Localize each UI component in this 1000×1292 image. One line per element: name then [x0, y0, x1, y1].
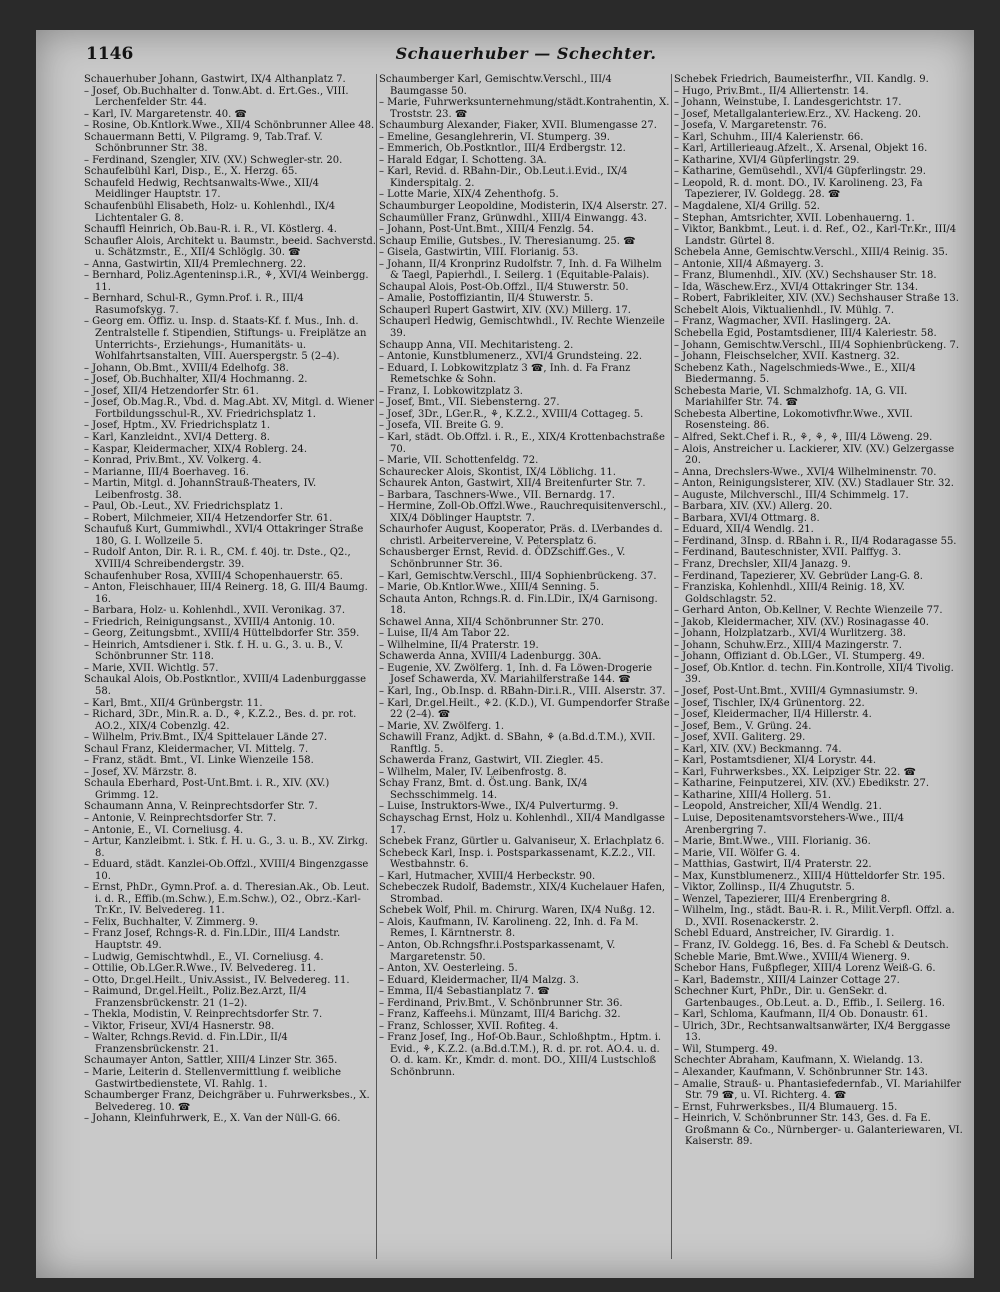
directory-entry: – Emeline, Gesanglehrerin, VI. Stumperg. 39. — [379, 131, 610, 143]
directory-entry: – Josef, Hptm., XV. Friedrichsplatz 1. — [84, 420, 271, 432]
directory-entry: – Martin, Mitgl. d. JohannStrauß-Theaters, IV. Leibenfrostg. 38. — [84, 478, 317, 501]
directory-entry: – Emma, II/4 Sebastianplatz 7. ☎ — [379, 986, 550, 998]
directory-entry: – Harald Edgar, I. Schotteng. 3A. — [379, 154, 547, 166]
directory-entry: – Alois, Anstreicher u. Lackierer, XIV. (XV.) Gelzergasse 20. — [674, 443, 955, 467]
directory-entry: Schauermann Betti, V. Pilgramg. 9, Tab.Traf. V. Schönbrunner Str. 38. — [84, 131, 323, 155]
directory-entry: Schay Franz, Bmt. d. Öst.ung. Bank, IX/4 Sechsschimmelg. 14. — [379, 778, 588, 801]
directory-entry: – Emmerich, Ob.Postkntlor., III/4 Erdbergstr. 12. — [379, 143, 626, 155]
directory-entry: Schawerda Anna, XVIII/4 Ladenburgg. 30A. — [379, 651, 602, 663]
directory-entry: Schaumburg Alexander, Fiaker, XVII. Blumengasse 27. — [379, 120, 657, 132]
directory-entry: – Artur, Kanzleibmt. i. Stk. f. H. u. G., 3. u. B., XV. Zirkg. 8. — [84, 836, 368, 859]
directory-entry: – Felix, Buchhalter, V. Zimmerg. 9. — [84, 916, 259, 928]
directory-entry: – Johann, Fleischselcher, XVII. Kastnerg. 32. — [674, 351, 900, 363]
directory-entry: – Marie, Leiterin d. Stellenvermittlung f. weibliche Gastwirtbedienstete, VI. Rahlg. 1. — [84, 1067, 342, 1090]
directory-entry: Schaumberger Franz, Deichgräber u. Fuhrwerksbes., X. Belvedereg. 10. ☎ — [84, 1090, 370, 1113]
directory-entry: – Karl, Fuhrwerksbes., XX. Leipziger Str. 22. ☎ — [674, 766, 916, 778]
directory-entry: – Johann, Weinstube, I. Landesgerichtstr. 17. — [674, 97, 902, 109]
directory-entry: – Johann, Gemischtw.Verschl., III/4 Sophienbrückeng. 7. — [674, 339, 960, 351]
directory-entry: – Josef, Ob.Kntlor. d. techn. Fin.Kontrolle, XII/4 Tivolig. 39. — [674, 662, 954, 686]
column-rule — [671, 74, 672, 1259]
directory-entry: – Wilhelm, Ing., städt. Bau-R. i. R., Milit.Verpfl. Offzl. a. D., XVII. Rosenackerstr. 2. — [674, 905, 955, 928]
directory-entry: Schaula Eberhard, Post-Unt.Bmt. i. R., XIV. (XV.) Grimmg. 12. — [84, 778, 330, 801]
directory-entry: – Ludwig, Gemischtwhdl., E., VI. Corneliusg. 4. — [84, 951, 324, 963]
directory-entry: Schechner Kurt, PhDr., Dir. u. GenSekr. d. Gartenbauges., Ob.Leut. a. D., Effib., I. Seilerg. 16. — [674, 986, 945, 1009]
directory-entry: – Karl, XIV. (XV.) Beckmanng. 74. — [674, 743, 842, 755]
directory-entry: – Josef, 3Dr., LGer.R., ⚘, K.Z.2., XVIII/4 Cottageg. 5. — [379, 408, 644, 420]
column-3 — [674, 74, 966, 1148]
directory-entry: Schebeck Karl, Insp. i. Postsparkassenamt, K.Z.2., VII. Westbahnstr. 6. — [379, 847, 656, 871]
directory-entry: – Josef, Post-Unt.Bmt., XVIII/4 Gymnasiumstr. 9. — [674, 685, 918, 697]
directory-entry: – Karl, Bademstr., XIII/4 Lainzer Cottage 27. — [674, 974, 900, 986]
directory-entry: Schaupal Alois, Post-Ob.Offzl., II/4 Stuwerstr. 50. — [379, 281, 629, 293]
directory-entry: – Josef, Ob.Mag.R., Vbd. d. Mag.Abt. XV, Mitgl. d. Wiener Fortbildungsschul-R., XV. Friedrichsplatz 1. — [84, 397, 374, 420]
directory-entry: Schebor Hans, Fußpfleger, XIII/4 Lorenz Weiß-G. 6. — [674, 963, 936, 975]
directory-entry: – Franz, Wagmacher, XVII. Haslingerg. 2A. — [674, 316, 892, 328]
directory-entry: Schebela Anne, Gemischtw.Verschl., XIII/4 Reinig. 35. — [674, 247, 948, 259]
directory-entry: Schayschag Ernst, Holz u. Kohlenhdl., XII/4 Mandlgasse 17. — [379, 813, 665, 836]
directory-entry: – Barbara, Holz- u. Kohlenhdl., XVII. Veronikag. 37. — [84, 605, 346, 617]
directory-entry: – Anna, Drechslers-Wwe., XVI/4 Wilhelminenstr. 70. — [674, 466, 937, 478]
directory-entry: – Josefa, V. Margaretenstr. 76. — [674, 120, 827, 132]
directory-entry: – Alexander, Kaufmann, V. Schönbrunner Str. 143. — [674, 1067, 928, 1079]
directory-entry: – Johann, II/4 Kronprinz Rudolfstr. 7, Inh. d. Fa Wilhelm & Taegl, Papierhdl., I. Seilerg. 1 (Equitable-Palais). — [379, 258, 662, 282]
directory-entry: – Johann, Schuhw.Erz., XIII/4 Mazingerstr. 7. — [674, 639, 902, 651]
directory-entry: – Josef, Ob.Buchhalter d. Tonw.Abt. d. Ert.Ges., VIII. Lerchenfelder Str. 44. — [84, 85, 349, 109]
directory-entry: Schaurek Anton, Gastwirt, XII/4 Breitenfurter Str. 7. — [379, 478, 646, 490]
directory-entry: – Marie, VII. Wölfer G. 4. — [674, 847, 801, 859]
directory-entry: – Karl, Dr.gel.Heilt., ⚘2. (K.D.), VI. Gumpendorfer Straße 22 (2–4). ☎ — [379, 697, 670, 721]
directory-entry: – Leopold, R. d. mont. DO., IV. Karolineng. 23, Fa Tapezierer, IV. Goldegg. 28. ☎ — [674, 177, 923, 201]
directory-entry: Schaufenhuber Rosa, XVIII/4 Schopenhauerstr. 65. — [84, 570, 343, 582]
directory-entry: – Jakob, Kleidermacher, XIV. (XV.) Rosinagasse 40. — [674, 616, 929, 628]
directory-entry: Schaufler Alois, Architekt u. Baumstr., beeid. Sachverstd. u. Schätzmstr., E., XII/4 Schlöglg. 30. ☎ — [84, 235, 376, 259]
directory-entry: Schawel Anna, XII/4 Schönbrunner Str. 270. — [379, 616, 604, 628]
directory-entry: – Kaspar, Kleidermacher, XIX/4 Roblerg. 24. — [84, 443, 308, 455]
directory-entry: – Georg, Zeitungsbmt., XVIII/4 Hüttelbdorfer Str. 359. — [84, 628, 360, 640]
directory-entry: – Josef, Metallgalanteriew.Erz., XV. Hackeng. 20. — [674, 108, 922, 120]
directory-entry: Schauperl Hedwig, Gemischtwhdl., IV. Rechte Wienzeile 39. — [379, 316, 665, 340]
directory-entry: – Viktor, Bankbmt., Leut. i. d. Ref., O2., Karl-Tr.Kr., III/4 Landstr. Gürtel 8. — [674, 224, 957, 247]
directory-entry: – Robert, Milchmeier, XII/4 Hetzendorfer Str. 61. — [84, 512, 333, 524]
directory-entry: – Josefa, VII. Breite G. 9. — [379, 420, 504, 432]
directory-entry: Schaufelbühl Karl, Disp., E., X. Herzg. 65. — [84, 166, 298, 178]
directory-entry: Schebek Franz, Gürtler u. Galvaniseur, X. Erlachplatz 6. — [379, 836, 665, 848]
directory-entry: – Karl, Bmt., XII/4 Grünbergstr. 11. — [84, 697, 263, 709]
directory-entry: – Magdalene, XI/4 Grillg. 52. — [674, 201, 820, 213]
directory-entry: – Viktor, Friseur, XVI/4 Hasnerstr. 98. — [84, 1020, 275, 1032]
directory-entry: – Anna, Gastwirtin, XII/4 Premlechnerg. 22. — [84, 258, 307, 270]
directory-entry: Schaup Emilie, Gutsbes., IV. Theresianumg. 25. ☎ — [379, 235, 636, 247]
directory-entry: – Karl, Schuhm., III/4 Kalerienstr. 66. — [674, 131, 864, 143]
directory-entry: – Luise, Depositenamtsvorstehers-Wwe., III/4 Arenbergring 7. — [674, 813, 905, 836]
directory-entry: – Karl, Kanzleidnt., XVI/4 Detterg. 8. — [84, 431, 270, 443]
directory-entry: Schaumberger Karl, Gemischtw.Verschl., III/4 Baumgasse 50. — [379, 74, 612, 97]
directory-entry: – Josef, Tischler, IX/4 Grünentorg. 22. — [674, 697, 865, 709]
directory-entry: – Wilhelm, Priv.Bmt., IX/4 Spittelauer Lände 27. — [84, 732, 328, 744]
directory-entry: – Eduard, I. Lobkowitzplatz 3 ☎, Inh. d. Fa Franz Remetschke & Sohn. — [379, 362, 631, 386]
directory-entry: Schaumann Anna, V. Reinprechtsdorfer Str. 7. — [84, 801, 318, 813]
directory-entry: – Ferdinand, Tapezierer, XV. Gebrüder Lang-G. 8. — [674, 570, 923, 582]
directory-entry: – Auguste, Milchverschl., III/4 Schimmelg. 17. — [674, 489, 909, 501]
directory-entry: – Eduard, XII/4 Wendlg. 21. — [674, 524, 814, 536]
directory-entry: – Josef, Kleidermacher, II/4 Hillerstr. 4. — [674, 709, 872, 721]
directory-entry: – Johann, Kleinfuhrwerk, E., X. Van der Nüll-G. 66. — [84, 1113, 341, 1125]
directory-entry: – Luise, Instruktors-Wwe., IX/4 Pulverturmg. 9. — [379, 801, 619, 813]
directory-entry: – Heinrich, V. Schönbrunner Str. 143, Ges. d. Fa E. Großmann & Co., Nürnberger- u. Galanteriewaren, VI. Kaiserstr. 89. — [674, 1113, 963, 1148]
directory-entry: – Antonie, E., VI. Corneliusg. 4. — [84, 824, 244, 836]
directory-entry: Schaul Franz, Kleidermacher, VI. Mittelg. 7. — [84, 743, 309, 755]
directory-entry: – Ferdinand, Bauteschnister, XVII. Palffyg. 3. — [674, 547, 902, 559]
directory-entry: – Luise, II/4 Am Tabor 22. — [379, 628, 510, 640]
directory-entry: – Wenzel, Tapezierer, III/4 Erenbergring 8. — [674, 893, 891, 905]
directory-entry: – Josef, XVII. Galiterg. 29. — [674, 732, 806, 744]
directory-entry: Scheble Marie, Bmt.Wwe., XVIII/4 Wienerg. 9. — [674, 951, 911, 963]
directory-entry: – Gerhard Anton, Ob.Kellner, V. Rechte Wienzeile 77. — [674, 605, 943, 617]
page-number: 1146 — [86, 44, 134, 64]
directory-entry: – Walter, Rchngs.Revid. d. Fin.LDir., II/4 Franzensbrückenstr. 21. — [84, 1032, 288, 1055]
directory-entry: – Karl, Postamtsdiener, XI/4 Lorystr. 44. — [674, 755, 877, 767]
directory-entry: – Eduard, Kleidermacher, II/4 Malzg. 3. — [379, 974, 579, 986]
directory-entry: – Barbara, XVI/4 Ottmarg. 8. — [674, 512, 820, 524]
directory-entry: Schaumüller Franz, Grünwdhl., XIII/4 Einwangg. 43. — [379, 212, 647, 224]
directory-entry: – Friedrich, Reinigungsanst., XVIII/4 Antonig. 10. — [84, 616, 336, 628]
directory-entry: – Anton, Fleischhauer, III/4 Reinerg. 18, G. III/4 Baumg. 16. — [84, 582, 368, 605]
directory-entry: – Johann, Post-Unt.Bmt., XIII/4 Fenzlg. 54. — [379, 224, 594, 236]
directory-entry: – Josef, Bmt., VII. Siebensterng. 27. — [379, 397, 560, 409]
directory-entry: – Antonie, Kunstblumenerz., XVI/4 Grundsteing. 22. — [379, 351, 643, 363]
directory-entry: Schaufenbühl Elisabeth, Holz- u. Kohlenhdl., IX/4 Lichtentaler G. 8. — [84, 201, 336, 224]
directory-entry: – Johann, Offiziant d. Ob.LGer., VI. Stumperg. 49. — [674, 651, 925, 663]
running-head: Schauerhuber — Schechter. — [395, 44, 657, 63]
directory-entry: Schebek Friedrich, Baumeisterfhr., VII. Kandlg. 9. — [674, 74, 929, 85]
directory-entry: – Wil, Stumperg. 49. — [674, 1043, 778, 1055]
directory-entry: Schebl Eduard, Anstreicher, IV. Girardig. 1. — [674, 928, 895, 940]
directory-entry: – Otto, Dr.gel.Heilt., Univ.Assist., IV. Belvedereg. 11. — [84, 974, 350, 986]
directory-entry: – Viktor, Zollinsp., II/4 Zhugutstr. 5. — [674, 882, 855, 894]
directory-entry: Schaumayer Anton, Sattler, XIII/4 Linzer Str. 365. — [84, 1055, 338, 1067]
directory-entry: – Anton, Ob.Rchngsfhr.i.Postsparkassenamt, V. Margaretenstr. 50. — [379, 940, 616, 963]
directory-entry: – Franz Josef, Ing., Hof-Ob.Baur., Schloßhptm., Hptm. i. Evid., ⚘, K.Z.2. (a.Bd.d.T.M.), R. d. pr. rot. AO.4. u. d. O. d. kam. Kr., Kmdr. d. mont. DO., XIII/4 Lustschloß Schönbrunn. — [379, 1032, 662, 1079]
directory-entry: – Marie, XVII. Wichtlg. 57. — [84, 662, 219, 674]
directory-entry: Schaufeld Hedwig, Rechtsanwalts-Wwe., XII/4 Meidlinger Hauptstr. 17. — [84, 177, 320, 201]
directory-entry: – Hermine, Zoll-Ob.Offzl.Wwe., Rauchrequisitenverschl., XIX/4 Döblinger Hauptstr. 7. — [379, 501, 667, 524]
directory-entry: – Franz Josef, Rchngs-R. d. Fin.LDir., III/4 Landstr. Hauptstr. 49. — [84, 928, 341, 952]
directory-entry: – Raimund, Dr.gel.Heilt., Poliz.Bez.Arzt, II/4 Franzensbrückenstr. 21 (1–2). — [84, 986, 307, 1009]
directory-entry: – Lotte Marie, XIX/4 Zehenthofg. 5. — [379, 189, 559, 201]
directory-entry: – Leopold, Anstreicher, XII/4 Wendlg. 21. — [674, 801, 882, 813]
directory-entry: – Amalie, Postoffiziantin, II/4 Stuwerstr. 5. — [379, 293, 594, 305]
directory-entry: – Marie, Bmt.Wwe., VIII. Florianig. 36. — [674, 836, 871, 848]
directory-entry: Schawill Franz, Adjkt. d. SBahn, ⚘ (a.Bd.d.T.M.), XVII. Ranftlg. 5. — [379, 732, 656, 755]
directory-entry: – Matthias, Gastwirt, II/4 Praterstr. 22. — [674, 859, 872, 871]
directory-entry: – Marie, XV. Zwölferg. 1. — [379, 720, 505, 732]
directory-entry: – Josef, XV. Märzstr. 8. — [84, 766, 197, 778]
directory-entry: – Johann, Ob.Bmt., XVIII/4 Edelhofg. 38. — [84, 362, 289, 374]
directory-entry: – Konrad, Priv.Bmt., XV. Volkerg. 4. — [84, 455, 262, 467]
directory-entry: – Rudolf Anton, Dir. R. i. R., CM. f. 40j. tr. Dste., Q2., XVIII/4 Schreibendergstr. 39. — [84, 547, 351, 570]
directory-entry: Schebenz Kath., Nagelschmieds-Wwe., E., XII/4 Biedermanng. 5. — [674, 362, 916, 386]
directory-entry: – Paul, Ob.-Leut., XV. Friedrichsplatz 1. — [84, 501, 284, 513]
directory-entry: – Karl, Revid. d. RBahn-Dir., Ob.Leut.i.Evid., IX/4 Kinderspitalg. 2. — [379, 166, 628, 189]
directory-entry: – Hugo, Priv.Bmt., II/4 Alliertenstr. 14. — [674, 85, 869, 97]
directory-entry: Schauperl Rupert Gastwirt, XIV. (XV.) Millerg. 17. — [379, 304, 631, 316]
directory-entry: – Karl, Hutmacher, XVIII/4 Herbeckstr. 90. — [379, 870, 596, 882]
directory-entry: Schebella Egid, Postamtsdiener, III/4 Kaleriestr. 58. — [674, 328, 937, 340]
directory-entry: – Marie, Ob.Kntlor.Wwe., XIII/4 Senning. 5. — [379, 582, 600, 594]
directory-entry: Schaukal Alois, Ob.Postkntlor., XVIII/4 Ladenburggasse 58. — [84, 674, 367, 697]
directory-entry: – Franz, Kaffeehs.i. Münzamt, III/4 Barichg. 32. — [379, 1009, 621, 1021]
directory-entry: – Karl, Artillerieaug.Afzelt., X. Arsenal, Objekt 16. — [674, 143, 928, 155]
directory-entry: – Katharine, Feinputzerei, XIV. (XV.) Ebedikstr. 27. — [674, 778, 929, 790]
directory-entry: – Alois, Kaufmann, IV. Karolineng. 22, Inh. d. Fa M. Remes, I. Kärntnerstr. 8. — [379, 916, 639, 940]
directory-entry: – Gisela, Gastwirtin, VIII. Florianig. 53. — [379, 247, 579, 259]
directory-page — [36, 30, 974, 1278]
directory-entry: – Karl, Ing., Ob.Insp. d. RBahn-Dir.i.R., VIII. Alserstr. 37. — [379, 685, 666, 697]
directory-entry: – Johann, Holzplatzarb., XVI/4 Wurlitzerg. 38. — [674, 628, 906, 640]
column-2 — [379, 74, 671, 1079]
directory-entry: – Ottilie, Ob.LGer.R.Wwe., IV. Belvedereg. 11. — [84, 963, 316, 975]
directory-entry: – Franziska, Kohlenhdl., XIII/4 Reinig. 18, XV. Goldschlagstr. 52. — [674, 582, 905, 605]
directory-entry: – Josef, Bem., V. Grüng. 24. — [674, 720, 812, 732]
directory-entry: – Rosine, Ob.Kntlork.Wwe., XII/4 Schönbrunner Allee 48. — [84, 120, 375, 132]
directory-entry: Schaufuß Kurt, Gummiwhdl., XVI/4 Ottakringer Straße 180, G. I. Wollzeile 5. — [84, 524, 364, 547]
directory-entry: – Katharine, XVI/4 Güpferlingstr. 29. — [674, 154, 860, 166]
directory-entry: – Stephan, Amtsrichter, XVII. Lobenhauerng. 1. — [674, 212, 915, 224]
directory-entry: – Franz, Blumenhdl., XIV. (XV.) Sechshauser Str. 18. — [674, 270, 937, 282]
directory-entry: – Ferdinand, Priv.Bmt., V. Schönbrunner Str. 36. — [379, 997, 623, 1009]
directory-entry: Schawerda Franz, Gastwirt, VII. Ziegler. 45. — [379, 755, 604, 767]
directory-entry: – Katharine, Gemüsehdl., XVI/4 Güpferlingstr. 29. — [674, 166, 926, 178]
directory-entry: – Franz, Drechsler, XII/4 Janazg. 9. — [674, 558, 851, 570]
directory-entry: – Bernhard, Schul-R., Gymn.Prof. i. R., III/4 Rasumofskyg. 7. — [84, 293, 304, 316]
directory-entry: Schaupp Anna, VII. Mechitaristeng. 2. — [379, 339, 574, 351]
directory-entry: – Ernst, Fuhrwerksbes., II/4 Blumauerg. 15. — [674, 1101, 898, 1113]
directory-entry: – Wilhelmine, II/4 Praterstr. 19. — [379, 639, 539, 651]
directory-entry: Schausberger Ernst, Revid. d. ÖDZschiff.Ges., V. Schönbrunner Str. 36. — [379, 547, 626, 570]
directory-entry: – Franz, IV. Goldegg. 16, Bes. d. Fa Schebl & Deutsch. — [674, 940, 949, 952]
directory-entry: – Anton, Reinigungslsterer, XIV. (XV.) Stadlauer Str. 32. — [674, 478, 954, 490]
directory-entry: – Ferdinand, Szengler, XIV. (XV.) Schwegler-str. 20. — [84, 154, 343, 166]
page-header — [86, 44, 966, 70]
directory-entry: – Max, Kunstblumenerz., XIII/4 Hütteldorfer Str. 195. — [674, 870, 946, 882]
directory-entry: – Anton, XV. Oesterleing. 5. — [379, 963, 518, 975]
column-rule — [376, 74, 377, 1259]
directory-entry: – Ernst, PhDr., Gymn.Prof. a. d. Theresian.Ak., Ob. Leut. i. d. R., Effib.(m.Schw.), E.m.Schw.), O2., Obrz.-Karl-Tr.Kr., IV. Belvedereg. 11. — [84, 882, 370, 917]
directory-entry: Schebek Wolf, Phil. m. Chirurg. Waren, IX/4 Nußg. 12. — [379, 905, 656, 917]
directory-entry: – Josef, XII/4 Hetzendorfer Str. 61. — [84, 385, 259, 397]
directory-entry: – Robert, Fabrikleiter, XIV. (XV.) Sechshauser Straße 13. — [674, 293, 959, 305]
directory-entry: – Bernhard, Poliz.Agenteninsp.i.R., ⚘, XVI/4 Weinbergg. 11. — [84, 270, 369, 293]
directory-entry: – Marie, Fuhrwerksunternehmung/städt.Kontrahentin, X. Troststr. 23. ☎ — [379, 97, 670, 120]
directory-entry: – Ulrich, 3Dr., Rechtsanwaltsanwärter, IX/4 Berggasse 13. — [674, 1020, 951, 1044]
directory-entry: – Barbara, XIV. (XV.) Allerg. 20. — [674, 501, 833, 513]
directory-entry: – Karl, städt. Ob.Offzl. i. R., E., XIX/4 Krottenbachstraße 70. — [379, 431, 665, 455]
directory-entry: – Eugenie, XV. Zwölferg. 1, Inh. d. Fa Löwen-Drogerie Josef Schawerda, XV. Mariahilferstraße 144. ☎ — [379, 662, 653, 686]
directory-entry: Schebelt Alois, Viktualienhdl., IV. Mühlg. 7. — [674, 304, 895, 316]
directory-entry: – Ferdinand, 3Insp. d. RBahn i. R., II/4 Rodaragasse 55. — [674, 535, 957, 547]
directory-entry: – Franz, I. Lobkowitzplatz 3. — [379, 385, 523, 397]
directory-entry: – Barbara, Taschners-Wwe., VII. Bernardg. 17. — [379, 489, 615, 501]
directory-entry: – Georg em. Offiz. u. Insp. d. Staats-Kf. f. Mus., Inh. d. Zentralstelle f. Stipendien, Stiftungs- u. Freiplätze an Unterrichts-, Erziehungs-, Humanitäts- u. Wohlfahrtsanstalten, VIII. Auerspergstr. 5 (2–4). — [84, 316, 367, 363]
directory-entry: – Amalie, Strauß- u. Phantasiefedernfab., VI. Mariahilfer Str. 79 ☎, u. VI. Richterg. 4. ☎ — [674, 1078, 962, 1102]
directory-entry: – Antonie, XII/4 Aßmayerg. 3. — [674, 258, 824, 270]
directory-entry: – Eduard, städt. Kanzlei-Ob.Offzl., XVIII/4 Bingenzgasse 10. — [84, 859, 369, 882]
directory-entry: – Wilhelm, Maler, IV. Leibenfrostg. 8. — [379, 766, 567, 778]
directory-entry: – Heinrich, Amtsdiener i. Stk. f. H. u. G., 3. u. B., V. Schönbrunner Str. 118. — [84, 639, 344, 663]
directory-entry: Schaurecker Alois, Skontist, IX/4 Löblichg. 11. — [379, 466, 616, 478]
directory-entry: – Karl, Schloma, Kaufmann, II/4 Ob. Donaustr. 61. — [674, 1009, 928, 1021]
directory-entry: – Franz, städt. Bmt., VI. Linke Wienzeile 158. — [84, 755, 314, 767]
directory-entry: Schebesta Albertine, Lokomotivfhr.Wwe., XVII. Rosensteing. 86. — [674, 408, 913, 432]
directory-entry: – Alfred, Sekt.Chef i. R., ⚘, ⚘, ⚘, III/4 Löweng. 29. — [674, 431, 933, 443]
directory-entry: Schaurhofer August, Kooperator, Präs. d. LVerbandes d. christl. Arbeitervereine, V. Petersplatz 6. — [379, 524, 663, 547]
directory-entry: – Richard, 3Dr., Min.R. a. D., ⚘, K.Z.2., Bes. d. pr. rot. AO.2., XIX/4 Cobenzlg. 42. — [84, 709, 357, 732]
directory-entry: – Marianne, III/4 Boerhaveg. 16. — [84, 466, 249, 478]
column-1 — [84, 74, 376, 1125]
directory-entry: Schechter Abraham, Kaufmann, X. Wielandg. 13. — [674, 1055, 923, 1067]
directory-entry: – Antonie, V. Reinprechtsdorfer Str. 7. — [84, 813, 277, 824]
directory-entry: Schauerhuber Johann, Gastwirt, IX/4 Althanplatz 7. — [84, 74, 346, 85]
directory-entry: Schebeczek Rudolf, Bademstr., XIX/4 Kuchelauer Hafen, Strombad. — [379, 882, 666, 905]
directory-entry: – Josef, Ob.Buchhalter, XII/4 Hochmanng. 2. — [84, 374, 308, 386]
directory-entry: – Katharine, XIII/4 Hollerg. 51. — [674, 789, 832, 801]
directory-entry: Schauta Anton, Rchngs.R. d. Fin.LDir., IX/4 Garnisong. 18. — [379, 593, 658, 617]
directory-entry: – Karl, Gemischtw.Verschl., III/4 Sophienbrückeng. 37. — [379, 570, 657, 582]
directory-entry: Schaumburger Leopoldine, Modisterin, IX/4 Alserstr. 27. — [379, 201, 668, 213]
directory-entry: – Franz, Schlosser, XVII. Rofiteg. 4. — [379, 1020, 559, 1032]
directory-entry: – Marie, VII. Schottenfeldg. 72. — [379, 455, 539, 467]
directory-entry: Schebesta Marie, VI. Schmalzhofg. 1A, G. VII. Mariahilfer Str. 74. ☎ — [674, 385, 908, 409]
directory-entry: – Karl, IV. Margaretenstr. 40. ☎ — [84, 108, 247, 120]
directory-entry: Schauffl Heinrich, Ob.Bau-R. i. R., VI. Köstlerg. 4. — [84, 224, 337, 236]
directory-entry: – Ida, Wäschew.Erz., XVI/4 Ottakringer Str. 134. — [674, 281, 919, 293]
directory-entry: – Thekla, Modistin, V. Reinprechtsdorfer Str. 7. — [84, 1009, 323, 1021]
